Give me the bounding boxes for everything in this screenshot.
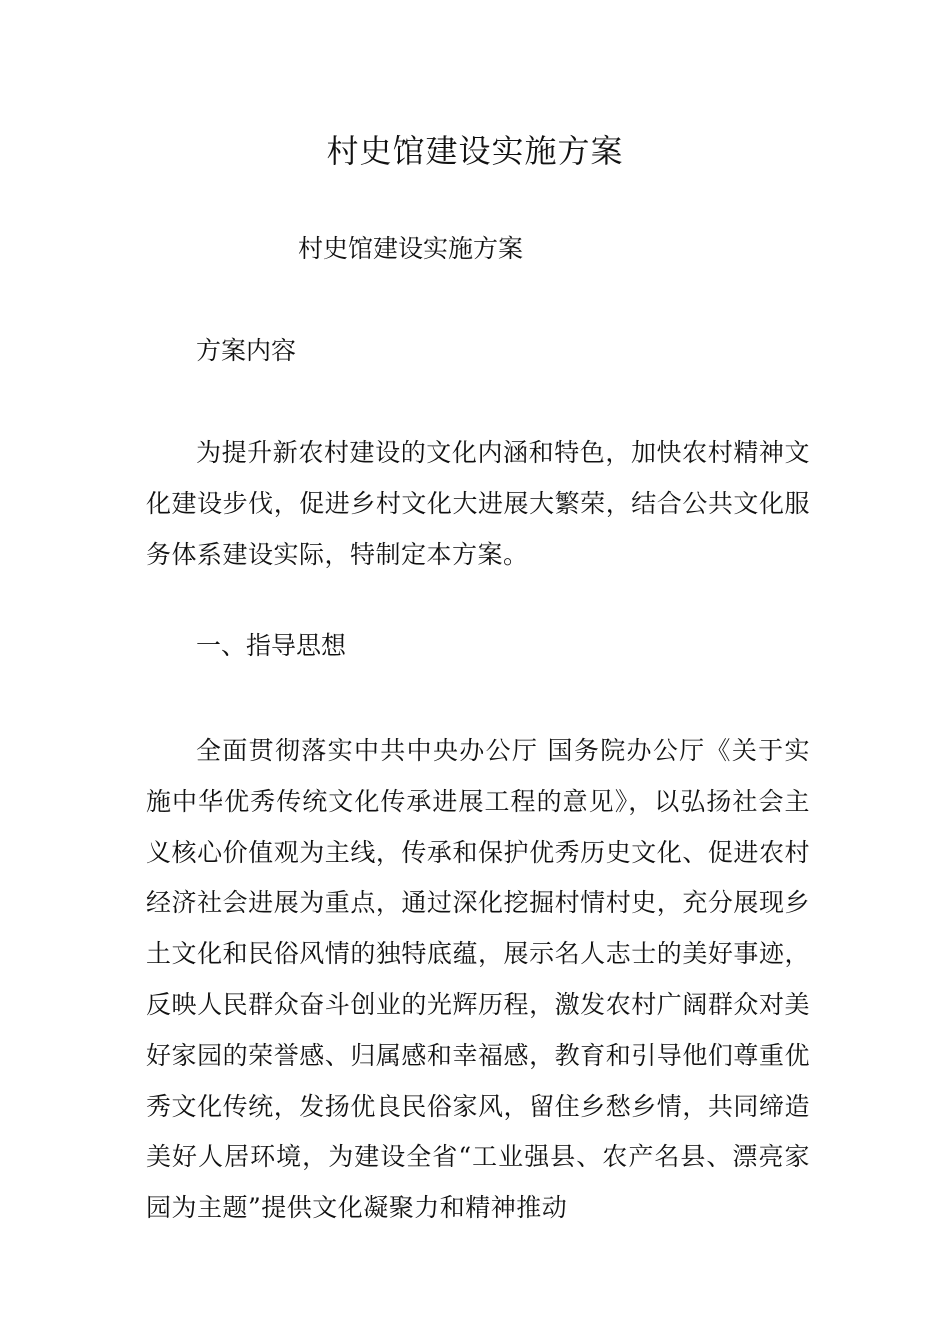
document-title: 村史馆建设实施方案 <box>326 132 624 170</box>
section-heading-guiding-ideology: 一、指导思想 <box>196 631 347 660</box>
document-subtitle: 村史馆建设实施方案 <box>298 234 524 263</box>
intro-paragraph: 为提升新农村建设的文化内涵和特色，加快农村精神文化建设步伐，促进乡村文化大进展大繁荣，结合公共文化服务体系建设实际，特制定本方案。 <box>146 438 810 569</box>
section-heading-content: 方案内容 <box>196 336 297 365</box>
guiding-ideology-paragraph: 全面贯彻落实中共中央办公厅 国务院办公厅《关于实施中华优秀传统文化传承进展工程的意见》，以弘扬社会主义核心价值观为主线，传承和保护优秀历史文化、促进农村经济社会进展为重点，通过深化挖掘村情村史，充分展现乡土文化和民俗风情的独特底蕴，展示名人志士的美好事迹，反映人民群众奋斗创业的光辉历程，激发农村广阔群众对美好家园的荣誉感、归属感和幸福感，教育和引导他们尊重优秀文化传统，发扬优良民俗家风，留住乡愁乡情，共同缔造美好人居环境，为建设全省“工业强县、农产名县、漂亮家园为主题”提供文化凝聚力和精神推动 <box>146 736 810 1223</box>
